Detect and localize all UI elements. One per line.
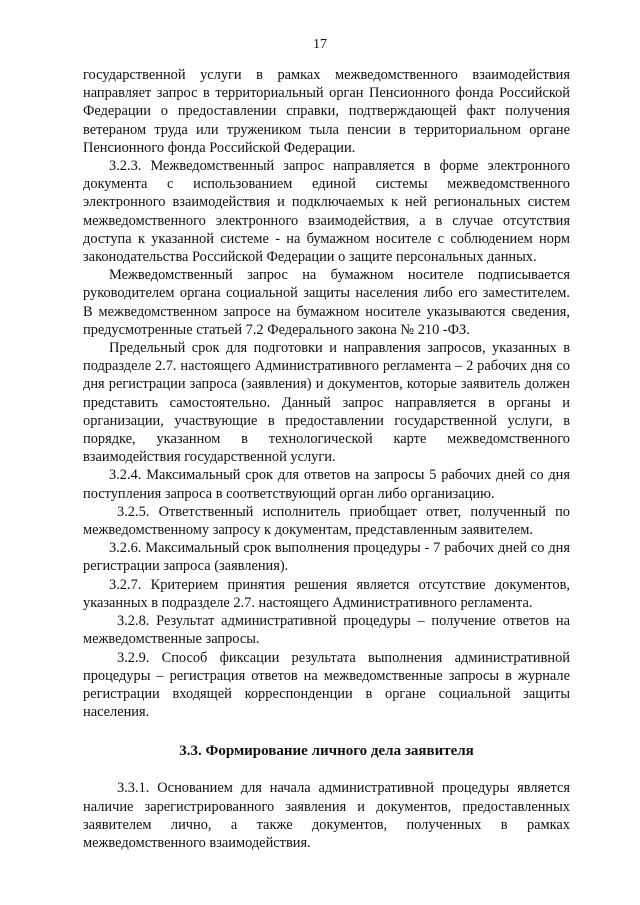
paragraph-3-2-9: 3.2.9. Способ фиксации результата выполнения административной процедуры – регистрация ответов на межведомственные запросы в журнале регистрации входящей корреспонденции в органе социальной защиты населения. — [83, 649, 570, 721]
section-heading: 3.3. Формирование личного дела заявителя — [179, 743, 474, 760]
paragraph-1: государственной услуги в рамках межведомственного взаимодействия направляет запрос в территориальный орган Пенсионного фонда Российской Федерации о предоставлении справки, подтверждающей факт получения ветераном труда или тружеником тыла пенсии в территориальном органе Пенсионного фонда Российской Федерации. — [83, 67, 570, 156]
paragraph-3-2-6: 3.2.6. Максимальный срок выполнения процедуры - 7 рабочих дней со дня регистрации запроса (заявления). — [83, 540, 570, 575]
paragraph-3-2-8: 3.2.8. Результат административной процедуры – получение ответов на межведомственные запросы. — [83, 613, 570, 648]
paragraph-3-2-3: 3.2.3. Межведомственный запрос направляется в форме электронного документа с использованием единой системы межведомственного электронного взаимодействия и подключаемых к ней региональных систем межведомственного электронного взаимодействия, а в случае отсутствия доступа к указанной системе - на бумажном носителе с соблюдением норм законодательства Российской Федерации о защите персональных данных. — [83, 158, 570, 266]
paragraph-3-2-7: 3.2.7. Критерием принятия решения является отсутствие документов, указанных в подразделе 2.7. настоящего Административного регламента. — [83, 576, 570, 611]
paragraph-3-2-4: 3.2.4. Максимальный срок для ответов на запросы 5 рабочих дней со дня поступления запроса в соответствующий орган либо организацию. — [83, 467, 570, 502]
paragraph-3-2-5: 3.2.5. Ответственный исполнитель приобщает ответ, полученный по межведомственному запросу к документам, представленным заявителем. — [83, 503, 570, 539]
paragraph-paper-request: Межведомственный запрос на бумажном носителе подписывается руководителем органа социальной защиты населения либо его заместителем. В межведомственном запросе на бумажном носителе указываются сведения, предусмотренные статьей 7.2 Федерального закона № 210 -ФЗ. — [83, 267, 570, 338]
document-body — [83, 66, 570, 852]
paragraph-deadline: Предельный срок для подготовки и направления запросов, указанных в подразделе 2.7. настоящего Административного регламента – 2 рабочих дня со дня регистрации запроса (заявления) и документов, которые заявитель должен представить самостоятельно. Данный запрос направляется в органы и организации, участвующие в предоставлении государственной услуги, в порядке, указанном в технологической карте межведомственного взаимодействия государственной услуги. — [83, 340, 570, 466]
paragraph-3-3-1: 3.3.1. Основанием для начала административной процедуры является наличие зарегистрированного заявления и документов, предоставленных заявителем лично, а также документов, полученных в рамках межведомственного взаимодействия. — [83, 780, 570, 851]
page-number: 17 — [313, 37, 327, 52]
